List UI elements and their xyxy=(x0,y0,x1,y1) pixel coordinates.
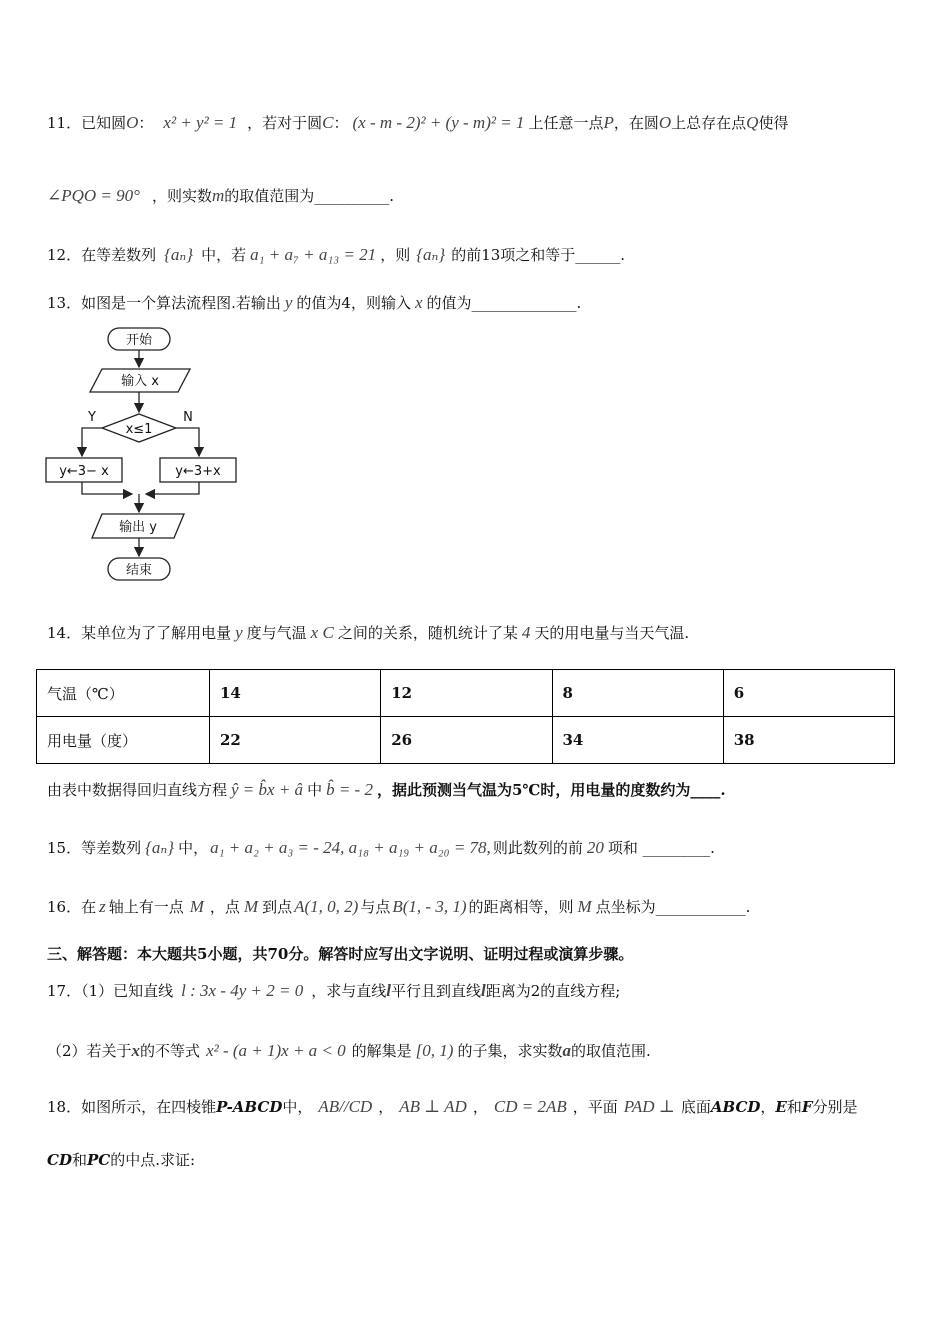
question-18-line-2: CD和PC的中点.求证: xyxy=(47,1151,196,1169)
table-cell: 气温（℃） xyxy=(37,670,210,717)
table-cell: 34 xyxy=(552,717,723,764)
table-cell: 12 xyxy=(381,670,552,717)
table-row xyxy=(37,670,895,717)
question-17-part-1: 17．（1）已知直线 l : 3x - 4y + 2 = 0 ，求与直线l平行且到直线l距离为2的直线方程; xyxy=(47,981,621,1000)
table-cell: 38 xyxy=(723,717,894,764)
flow-right-label: y←3+x xyxy=(175,464,221,479)
section-3-heading: 三、解答题：本大题共5小题，共70分。解答时应写出文字说明、证明过程或演算步骤。 xyxy=(47,945,634,963)
flow-output-label: 输出 y xyxy=(119,520,157,535)
question-number: 18． xyxy=(47,1098,82,1116)
flow-condition-label: x≤1 xyxy=(125,422,153,437)
question-14: 14．某单位为了了解用电量 y 度与气温 x C 之间的关系，随机统计了某 4 天的用电量与当天气温. xyxy=(47,623,690,642)
flow-left-label: y←3− x xyxy=(59,464,109,479)
flow-start-label: 开始 xyxy=(125,333,153,348)
equation-circle-o: x² + y² = 1 xyxy=(163,113,238,132)
question-number: 13． xyxy=(47,294,82,312)
flow-input-label: 输入 x xyxy=(121,374,159,389)
equation-angle: ∠PQO = 90° xyxy=(47,186,140,205)
algorithm-flowchart xyxy=(44,326,244,588)
question-13: 13．如图是一个算法流程图.若输出 y 的值为4，则输入 x 的值为______________. xyxy=(47,293,582,312)
question-16: 16．在 z 轴上有一点 M ，点 M 到点 A(1, 0, 2) 与点 B(1, - 3, 1) 的距离相等，则 M 点坐标为____________. xyxy=(47,897,751,916)
table-row xyxy=(37,717,895,764)
question-11-line-1: 11．已知圆O： x² + y² = 1 ，若对于圆C： (x - m - 2)² + (y - m)² = 1 上任意一点P，在圆O上总存在点Q使得 xyxy=(47,113,789,132)
table-cell: 用电量（度） xyxy=(37,717,210,764)
flow-no-label: N xyxy=(183,410,193,425)
equation-sums: a₁ + a₂ + a₃ = - 24, a₁₈ + a₁₉ + a₂₀ = 78, xyxy=(210,838,491,857)
question-number: 14． xyxy=(47,624,82,642)
question-number: 16． xyxy=(47,898,82,916)
flow-end-label: 结束 xyxy=(125,563,153,578)
question-14-regression: 由表中数据得回归直线方程 ŷ = b̂x + â 中 b̂ = - 2 ，据此预测当气温为5℃时，用电量的度数约为____. xyxy=(47,780,726,799)
table-cell: 26 xyxy=(381,717,552,764)
question-15: 15．等差数列 {aₙ} 中， a₁ + a₂ + a₃ = - 24, a₁₈ + a₁₉ + a₂₀ = 78, 则此数列的前 20 项和 _________. xyxy=(47,838,715,857)
equation-regression: ŷ = b̂x + â xyxy=(231,780,304,799)
question-number: 11． xyxy=(47,114,82,132)
question-11-line-2: ∠PQO = 90° ，则实数m的取值范围为__________. xyxy=(47,186,395,205)
question-number: 17． xyxy=(47,982,82,1000)
table-cell: 8 xyxy=(552,670,723,717)
question-12: 12．在等差数列 {aₙ} 中，若 a₁ + a₇ + a₁₃ = 21 ，则 {aₙ} 的前13项之和等于______. xyxy=(47,245,626,264)
table-cell: 6 xyxy=(723,670,894,717)
equation-sum: a₁ + a₇ + a₁₃ = 21 xyxy=(250,245,377,264)
table-cell: 22 xyxy=(210,717,381,764)
question-18-line-1: 18．如图所示，在四棱锥P-ABCD中， AB//CD ， AB ⊥ AD ， CD = 2AB ，平面 PAD ⊥ 底面ABCD，E和F分别是 xyxy=(47,1097,858,1116)
equation-circle-c: (x - m - 2)² + (y - m)² = 1 xyxy=(352,113,525,132)
question-17-part-2: （2）若关于x的不等式 x² - (a + 1)x + a < 0 的解集是 [0, 1) 的子集，求实数a的取值范围. xyxy=(47,1041,651,1060)
question-number: 15． xyxy=(47,839,82,857)
flow-yes-label: Y xyxy=(88,410,96,425)
temperature-power-table xyxy=(36,669,895,764)
table-cell: 14 xyxy=(210,670,381,717)
question-number: 12． xyxy=(47,246,82,264)
equation-line: l : 3x - 4y + 2 = 0 xyxy=(181,981,304,1000)
equation-inequality: x² - (a + 1)x + a < 0 xyxy=(206,1041,346,1060)
